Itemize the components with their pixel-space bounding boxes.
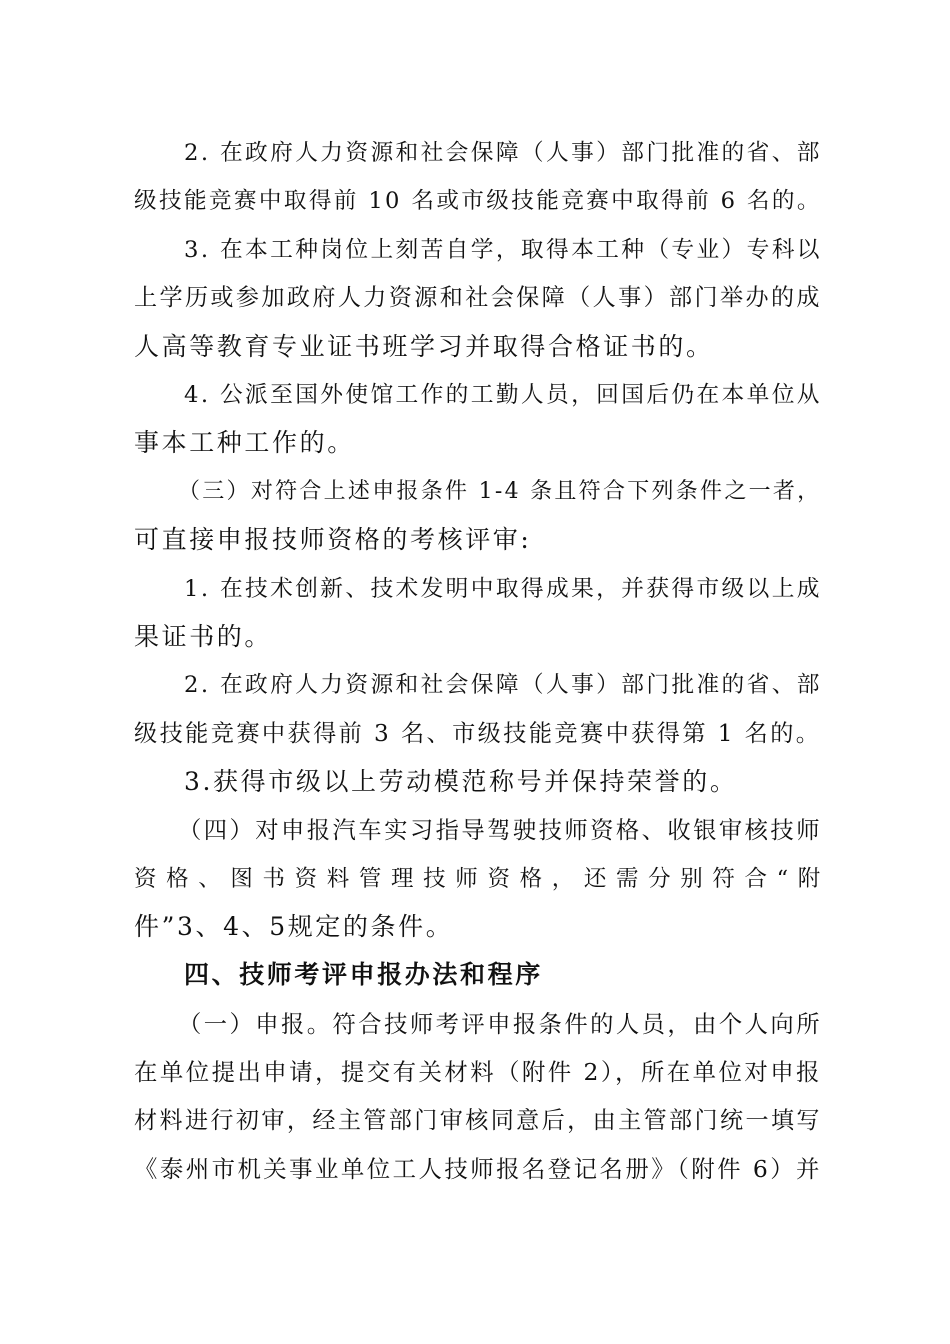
text-line: 级技能竞赛中取得前 10 名或市级技能竞赛中取得前 6 名的。: [134, 188, 822, 214]
text-line: 级技能竞赛中获得前 3 名、市级技能竞赛中获得第 1 名的。: [134, 720, 822, 747]
text-line: 件”3、4、5规定的条件。: [134, 912, 454, 941]
text-line: 2. 在政府人力资源和社会保障（人事）部门批准的省、部: [184, 672, 822, 698]
section-heading: 四、技师考评申报办法和程序: [184, 960, 543, 989]
text-line: 4. 公派至国外使馆工作的工勤人员，回国后仍在本单位从: [184, 382, 822, 408]
text-line: 1. 在技术创新、技术发明中取得成果，并获得市级以上成: [184, 576, 822, 602]
text-line: 事本工种工作的。: [134, 428, 355, 457]
text-line: 《泰州市机关事业单位工人技师报名登记名册》（附件 6）并: [134, 1155, 822, 1183]
text-line: 可直接申报技师资格的考核评审:: [134, 525, 532, 554]
text-line: 上学历或参加政府人力资源和社会保障（人事）部门举办的成: [134, 285, 822, 311]
text-line: 3. 在本工种岗位上刻苦自学，取得本工种（专业）专科以: [184, 237, 822, 263]
text-line: 人高等教育专业证书班学习并取得合格证书的。: [134, 332, 714, 361]
text-line: （四）对申报汽车实习指导驾驶技师资格、收银审核技师: [178, 816, 822, 844]
text-line: （一）申报。符合技师考评申报条件的人员，由个人向所: [178, 1010, 822, 1038]
text-line: 在单位提出申请，提交有关材料（附件 2），所在单位对申报: [134, 1058, 822, 1086]
text-line: 2. 在政府人力资源和社会保障（人事）部门批准的省、部: [184, 140, 822, 166]
text-line: 资 格 、 图 书 资 料 管 理 技 师 资 格 ， 还 需 分 别 符 合 “ 附: [134, 866, 822, 892]
text-line: 材料进行初审，经主管部门审核同意后，由主管部门统一填写: [134, 1108, 822, 1134]
text-line: 果证书的。: [134, 622, 273, 651]
text-line: （三）对符合上述申报条件 1-4 条且符合下列条件之一者，: [178, 479, 822, 504]
text-line: 3.获得市级以上劳动模范称号并保持荣誉的。: [184, 767, 738, 796]
